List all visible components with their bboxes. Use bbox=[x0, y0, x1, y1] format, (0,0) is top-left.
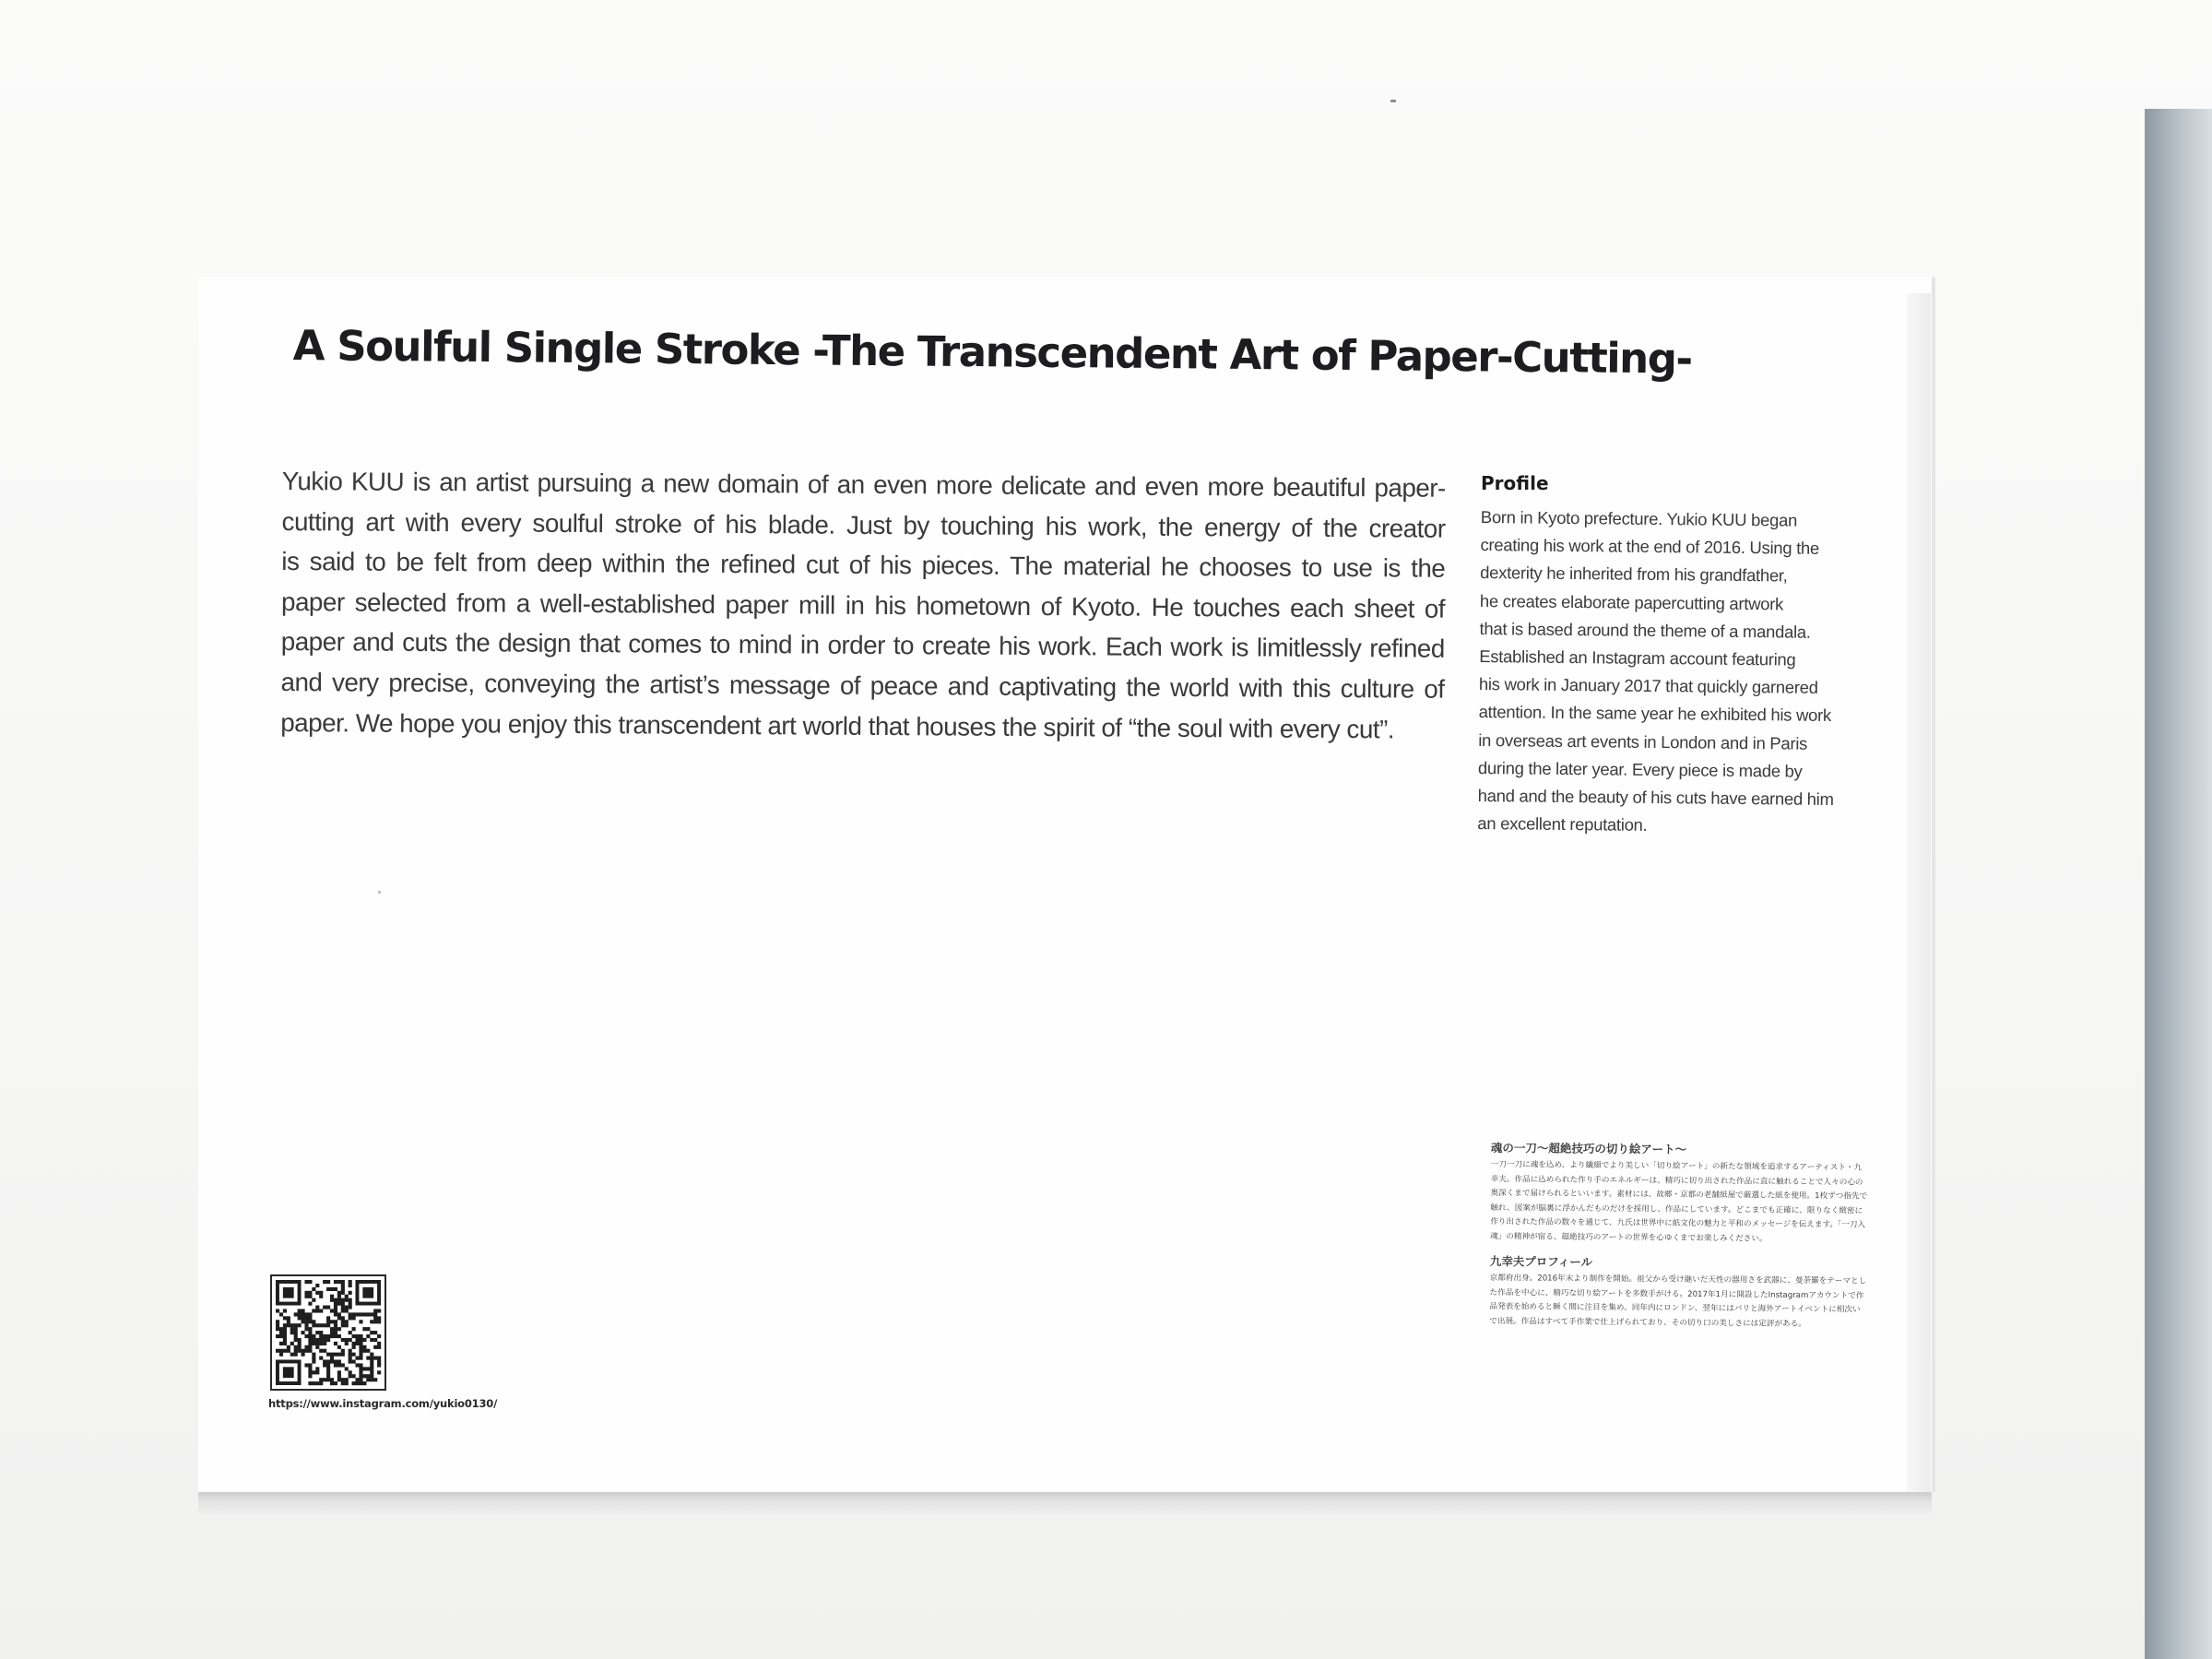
instagram-qr-code[interactable] bbox=[270, 1274, 386, 1391]
profile-heading: Profile bbox=[1481, 472, 1549, 494]
japanese-statement: 一刀一刀に魂を込め、より繊細でより美しい「切り絵アート」の新たな領域を追求するアーティスト・九幸夫。作品に込められた作り手のエネルギーは、精巧に切り出された作品に直に触れることで人々の心の奥深くまで届けられるといいます。素材には、故郷・京都の老舗紙屋で厳選した紙を使用。1枚ずつ指先で触れ、図案が脳裏に浮かんだものだけを採用し、作品にしています。どこまでも正確に、限りなく緻密に作り出された作品の数々を通じて、九氏は世界中に紙文化の魅力と平和のメッセージを伝えます。「一刀入魂」の精神が宿る、超絶技巧のアートの世界を心ゆくまでお楽しみください。 bbox=[1490, 1159, 1868, 1244]
dust-speck bbox=[378, 891, 381, 894]
profile-line: an excellent reputation. bbox=[1477, 813, 1648, 835]
board-side-edge bbox=[1907, 293, 1931, 1492]
profile-line: attention. In the same year he exhibited his work bbox=[1478, 702, 1831, 726]
statement-line: is said to be felt from deep within the refined cut of his pieces. The material he chooses to use is the bbox=[281, 547, 1446, 583]
profile-line: during the later year. Every piece is made by bbox=[1477, 757, 1803, 781]
profile-text bbox=[1477, 504, 1855, 842]
statement-line: and very precise, conveying the artist’s message of peace and captivating the world with this culture of bbox=[280, 667, 1445, 704]
japanese-title: 魂の一刀〜超絶技巧の切り絵アート〜 bbox=[1490, 1141, 1687, 1156]
statement-line: Yukio KUU is an artist pursuing a new domain of an even more delicate and even more beautiful paper- bbox=[281, 466, 1446, 503]
panel-title: A Soulful Single Stroke -The Transcendent Art of Paper-Cutting- bbox=[292, 321, 1692, 384]
profile-line: hand and the beauty of his cuts have earned him bbox=[1477, 786, 1834, 810]
artist-statement bbox=[280, 461, 1446, 750]
qr-code-icon bbox=[272, 1276, 384, 1389]
japanese-profile-text: 京都府出身。2016年末より制作を開始。祖父から受け継いだ天性の器用さを武器に、曼荼羅をテーマとした作品を中心に、精巧な切り絵アートを多数手がける。2017年1月に開設したInstagramアカウントで作品発表を始めると瞬く間に注目を集め、同年内にロンドン、翌年にはパリと海外アートイベントに相次いで出展。作品はすべて手作業で仕上げられており、その切り口の美しさには定評がある。 bbox=[1489, 1273, 1867, 1329]
instagram-link[interactable]: https://www.instagram.com/yukio0130/ bbox=[268, 1397, 498, 1410]
japanese-text-block bbox=[1489, 1140, 1869, 1333]
wall-edge bbox=[2145, 109, 2212, 1659]
statement-line: paper and cuts the design that comes to mind in order to create his work. Each work is limitlessly refined bbox=[280, 627, 1445, 664]
statement-line: paper selected from a well-established paper mill in his hometown of Kyoto. He touches each sheet of bbox=[280, 587, 1446, 623]
japanese-profile-heading: 九幸夫プロフィール bbox=[1489, 1253, 1593, 1269]
profile-line: his work in January 2017 that quickly garnered bbox=[1478, 674, 1818, 698]
profile-line: in overseas art events in London and in Paris bbox=[1478, 729, 1808, 753]
dust-speck bbox=[1390, 100, 1396, 102]
profile-line: he creates elaborate papercutting artwork bbox=[1479, 590, 1784, 614]
profile-line: that is based around the theme of a mandala. bbox=[1479, 618, 1811, 642]
profile-line: Established an Instagram account featuring bbox=[1479, 646, 1796, 670]
profile-line: dexterity he inherited from his grandfather, bbox=[1480, 563, 1788, 586]
statement-line: paper. We hope you enjoy this transcendent art world that houses the spirit of “the soul with every cut”. bbox=[280, 707, 1395, 743]
profile-line: creating his work at the end of 2016. Using the bbox=[1480, 535, 1820, 559]
statement-line: cutting art with every soulful stroke of his blade. Just by touching his work, the energy of the creator bbox=[281, 506, 1446, 543]
profile-line: Born in Kyoto prefecture. Yukio KUU began bbox=[1480, 506, 1798, 530]
